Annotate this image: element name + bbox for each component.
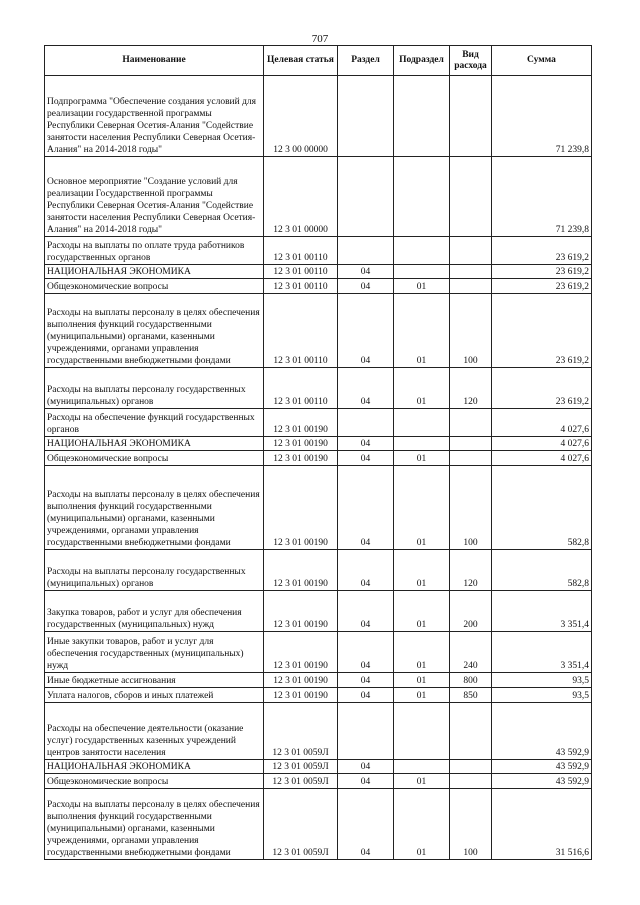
table-row [45,409,592,437]
row-section: 04 [338,632,394,673]
row-amount: 4 027,6 [492,409,592,437]
row-target: 12 3 01 00190 [264,451,338,466]
row-expense-type: 120 [450,368,492,409]
row-section: 04 [338,550,394,591]
row-section: 04 [338,437,394,451]
row-name: Закупка товаров, работ и услуг для обеспечения государственных (муниципальных) нужд [45,591,264,632]
row-name: Расходы на выплаты персоналу в целях обеспечения выполнения функций государственными (муниципальными) органами, казенными учреждениями, органами управления государственными внебюджетными фондами [45,294,264,368]
table-row [45,774,592,789]
row-name: НАЦИОНАЛЬНАЯ ЭКОНОМИКА [45,437,264,451]
row-subsection [394,703,450,760]
row-amount: 93,5 [492,673,592,688]
row-subsection [394,437,450,451]
row-expense-type [450,265,492,279]
row-expense-type: 240 [450,632,492,673]
row-name: НАЦИОНАЛЬНАЯ ЭКОНОМИКА [45,760,264,774]
row-name: Расходы на выплаты персоналу государственных (муниципальных) органов [45,550,264,591]
row-section: 04 [338,466,394,550]
row-target: 12 3 00 00000 [264,76,338,157]
row-amount: 4 027,6 [492,451,592,466]
row-amount: 71 239,8 [492,76,592,157]
row-name: Иные бюджетные ассигнования [45,673,264,688]
table-row [45,157,592,237]
row-name: Расходы на обеспечение деятельности (оказание услуг) государственных казенных учреждений центров занятости населения [45,703,264,760]
header-amount: Сумма [492,46,592,76]
row-name: Уплата налогов, сборов и иных платежей [45,688,264,703]
row-section: 04 [338,673,394,688]
row-target: 12 3 01 00110 [264,368,338,409]
row-amount: 43 592,9 [492,760,592,774]
row-section [338,703,394,760]
row-subsection [394,237,450,265]
table-row [45,437,592,451]
table-row [45,703,592,760]
row-name: Расходы на выплаты по оплате труда работников государственных органов [45,237,264,265]
row-expense-type: 800 [450,673,492,688]
row-expense-type: 100 [450,789,492,860]
row-target: 12 3 01 0059Л [264,774,338,789]
table-row [45,279,592,294]
row-name: Иные закупки товаров, работ и услуг для обеспечения государственных (муниципальных) нужд [45,632,264,673]
row-amount: 23 619,2 [492,237,592,265]
row-subsection: 01 [394,466,450,550]
row-subsection: 01 [394,368,450,409]
table-row [45,760,592,774]
row-expense-type: 100 [450,294,492,368]
row-target: 12 3 01 00190 [264,591,338,632]
row-name: Общеэкономические вопросы [45,774,264,789]
table-row [45,237,592,265]
row-expense-type [450,279,492,294]
row-section: 04 [338,591,394,632]
row-expense-type [450,760,492,774]
table-row [45,632,592,673]
row-subsection [394,265,450,279]
row-name: Расходы на обеспечение функций государственных органов [45,409,264,437]
row-section [338,76,394,157]
table-row [45,591,592,632]
page-number: 707 [311,33,329,45]
budget-table [44,45,592,860]
row-expense-type: 200 [450,591,492,632]
row-section [338,237,394,265]
row-target: 12 3 01 00190 [264,688,338,703]
table-header-row [45,46,592,76]
header-name: Наименование [45,46,264,76]
row-subsection [394,760,450,774]
row-target: 12 3 01 00110 [264,237,338,265]
table-row [45,466,592,550]
row-target: 12 3 01 00190 [264,673,338,688]
row-subsection: 01 [394,279,450,294]
row-target: 12 3 01 0059Л [264,789,338,860]
table-row [45,673,592,688]
row-amount: 93,5 [492,688,592,703]
row-amount: 43 592,9 [492,774,592,789]
row-expense-type: 100 [450,466,492,550]
row-target: 12 3 01 00190 [264,437,338,451]
row-section [338,157,394,237]
row-expense-type [450,76,492,157]
row-name: Общеэкономические вопросы [45,451,264,466]
row-name: НАЦИОНАЛЬНАЯ ЭКОНОМИКА [45,265,264,279]
row-section [338,409,394,437]
row-expense-type: 850 [450,688,492,703]
table-row [45,76,592,157]
header-expense-type: Вид расхода [450,46,492,76]
row-target: 12 3 01 00190 [264,409,338,437]
row-name: Расходы на выплаты персоналу государственных (муниципальных) органов [45,368,264,409]
row-target: 12 3 01 0059Л [264,703,338,760]
row-name: Расходы на выплаты персоналу в целях обеспечения выполнения функций государственными (муниципальными) органами, казенными учреждениями, органами управления государственными внебюджетными фондами [45,466,264,550]
row-section: 04 [338,265,394,279]
row-target: 12 3 01 00190 [264,632,338,673]
header-section: Раздел [338,46,394,76]
row-amount: 31 516,6 [492,789,592,860]
row-amount: 23 619,2 [492,368,592,409]
row-subsection: 01 [394,774,450,789]
row-target: 12 3 01 00110 [264,294,338,368]
row-subsection: 01 [394,789,450,860]
table-row [45,294,592,368]
table-row [45,368,592,409]
row-target: 12 3 01 00110 [264,265,338,279]
row-subsection: 01 [394,673,450,688]
table-row [45,550,592,591]
row-section: 04 [338,368,394,409]
row-amount: 23 619,2 [492,265,592,279]
row-target: 12 3 01 0059Л [264,760,338,774]
row-amount: 582,8 [492,550,592,591]
row-expense-type [450,703,492,760]
header-target: Целевая статья [264,46,338,76]
row-amount: 43 592,9 [492,703,592,760]
table-row [45,688,592,703]
row-expense-type: 120 [450,550,492,591]
row-target: 12 3 01 00190 [264,550,338,591]
row-expense-type [450,437,492,451]
row-section: 04 [338,774,394,789]
row-section: 04 [338,279,394,294]
row-name: Общеэкономические вопросы [45,279,264,294]
row-amount: 23 619,2 [492,294,592,368]
row-section: 04 [338,688,394,703]
row-subsection: 01 [394,632,450,673]
row-amount: 3 351,4 [492,591,592,632]
row-target: 12 3 01 00190 [264,466,338,550]
table-row [45,789,592,860]
table-row [45,451,592,466]
row-amount: 23 619,2 [492,279,592,294]
row-section: 04 [338,451,394,466]
row-subsection: 01 [394,688,450,703]
row-expense-type [450,237,492,265]
row-expense-type [450,157,492,237]
row-name: Основное мероприятие "Создание условий для реализации Государственной программы Республики Северная Осетия-Алания "Содействие занятости населения Республики Северная Осетия-Алания" на 2014-2018 годы" [45,157,264,237]
row-name: Подпрограмма "Обеспечение создания условий для реализации государственной программы Республики Северная Осетия-Алания "Содействие занятости населения Республики Северная Осетия-Алания" на 2014-2018 годы" [45,76,264,157]
row-section: 04 [338,760,394,774]
row-subsection: 01 [394,550,450,591]
row-amount: 71 239,8 [492,157,592,237]
row-subsection [394,157,450,237]
header-subsection: Подраздел [394,46,450,76]
row-expense-type [450,451,492,466]
table-row [45,265,592,279]
row-subsection: 01 [394,591,450,632]
row-target: 12 3 01 00110 [264,279,338,294]
row-expense-type [450,409,492,437]
row-subsection [394,76,450,157]
row-expense-type [450,774,492,789]
row-amount: 4 027,6 [492,437,592,451]
row-subsection: 01 [394,294,450,368]
row-amount: 3 351,4 [492,632,592,673]
row-subsection: 01 [394,451,450,466]
row-target: 12 3 01 00000 [264,157,338,237]
row-name: Расходы на выплаты персоналу в целях обеспечения выполнения функций государственными (муниципальными) органами, казенными учреждениями, органами управления государственными внебюджетными фондами [45,789,264,860]
row-subsection [394,409,450,437]
row-amount: 582,8 [492,466,592,550]
row-section: 04 [338,789,394,860]
row-section: 04 [338,294,394,368]
